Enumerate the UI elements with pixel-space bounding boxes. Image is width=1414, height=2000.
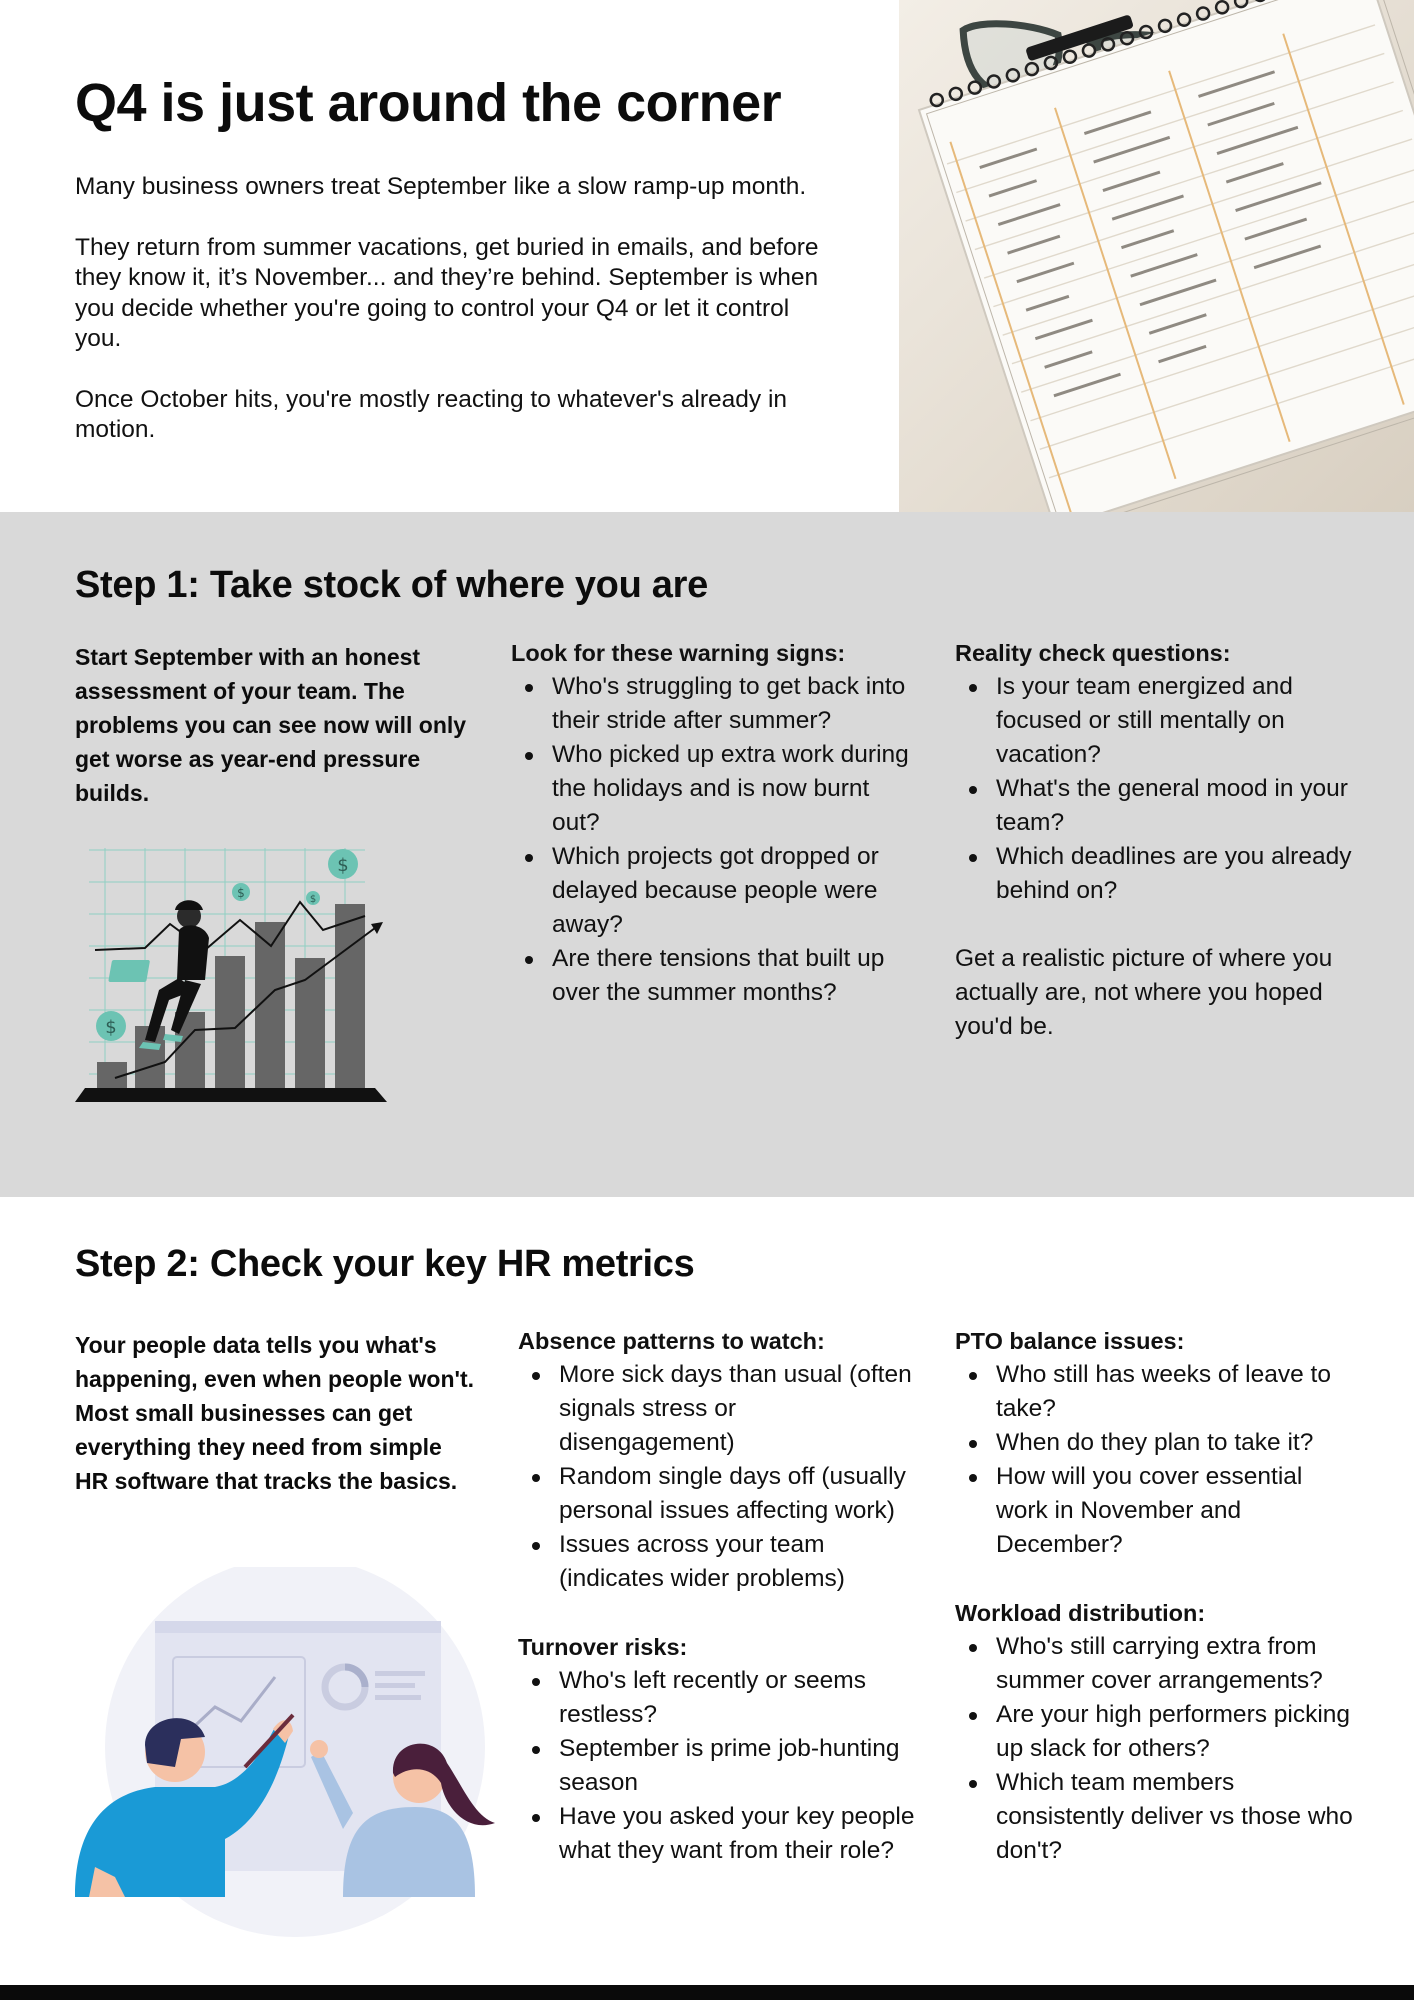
list-item: Who still has weeks of leave to take? xyxy=(955,1358,1355,1426)
hero-section xyxy=(0,0,1414,512)
svg-text:$: $ xyxy=(237,886,245,900)
list-item: September is prime job-hunting season xyxy=(518,1732,918,1800)
workload-heading: Workload distribution: xyxy=(955,1600,1206,1626)
list-item: Are your high performers picking up slack for others? xyxy=(955,1698,1355,1766)
list-item: How will you cover essential work in November and December? xyxy=(955,1460,1355,1562)
step1-lead: Start September with an honest assessment of your team. The problems you can see now will only get worse as year-end pressure builds. xyxy=(75,644,467,806)
reality-check-column xyxy=(955,636,1355,1044)
step2-lead: Your people data tells you what's happening, even when people won't. Most small businesses can get everything they need from simple HR software that tracks the basics. xyxy=(75,1332,475,1494)
list-item: Is your team energized and focused or still mentally on vacation? xyxy=(955,670,1355,772)
list-item: Have you asked your key people what they want from their role? xyxy=(518,1800,918,1868)
list-item: Are there tensions that built up over the summer months? xyxy=(511,942,911,1010)
hero-paragraph: Once October hits, you're mostly reacting to whatever's already in motion. xyxy=(75,385,788,443)
step1-section xyxy=(0,512,1414,1197)
team-dashboard-icon xyxy=(75,1567,505,1937)
list-item: Who's struggling to get back into their stride after summer? xyxy=(511,670,911,738)
step2-title: Step 2: Check your key HR metrics xyxy=(75,1243,695,1285)
list-item: Who's left recently or seems restless? xyxy=(518,1664,918,1732)
list-item: Who's still carrying extra from summer cover arrangements? xyxy=(955,1630,1355,1698)
step1-title: Step 1: Take stock of where you are xyxy=(75,564,708,606)
person-growth-chart-icon xyxy=(75,830,395,1110)
hero-intro xyxy=(75,172,835,476)
list-item: Which projects got dropped or delayed because people were away? xyxy=(511,840,911,942)
list-item: Random single days off (usually personal issues affecting work) xyxy=(518,1460,918,1528)
warning-signs-column xyxy=(511,636,911,1010)
turnover-heading: Turnover risks: xyxy=(518,1634,688,1660)
absence-heading: Absence patterns to watch: xyxy=(518,1328,825,1354)
list-item: Which deadlines are you already behind on? xyxy=(955,840,1355,908)
list-item: Issues across your team (indicates wider problems) xyxy=(518,1528,918,1596)
notebook-glasses-image xyxy=(899,0,1414,512)
reality-check-heading: Reality check questions: xyxy=(955,640,1231,666)
list-item: More sick days than usual (often signals stress or disengagement) xyxy=(518,1358,918,1460)
notebook-photo xyxy=(899,0,1414,512)
footer-bar xyxy=(0,1985,1414,2000)
svg-text:$: $ xyxy=(105,1017,117,1038)
reality-check-closing: Get a realistic picture of where you actually are, not where you hoped you'd be. xyxy=(955,945,1333,1040)
list-item: When do they plan to take it? xyxy=(955,1426,1355,1460)
pto-workload-column xyxy=(955,1324,1355,1868)
svg-text:$: $ xyxy=(337,855,349,876)
list-item: What's the general mood in your team? xyxy=(955,772,1355,840)
step2-section xyxy=(0,1197,1414,1985)
list-item: Who picked up extra work during the holidays and is now burnt out? xyxy=(511,738,911,840)
pto-heading: PTO balance issues: xyxy=(955,1328,1185,1354)
list-item: Which team members consistently deliver vs those who don't? xyxy=(955,1766,1355,1868)
warning-signs-heading: Look for these warning signs: xyxy=(511,640,846,666)
hero-paragraph: They return from summer vacations, get buried in emails, and before they know it, it’s November... and they’re behind. September is when you decide whether you're going to control your Q4 or let it control you. xyxy=(75,233,819,352)
page-title: Q4 is just around the corner xyxy=(75,73,782,133)
svg-text:$: $ xyxy=(309,894,317,905)
hero-paragraph: Many business owners treat September like a slow ramp-up month. xyxy=(75,173,807,200)
absence-turnover-column xyxy=(518,1324,918,1868)
